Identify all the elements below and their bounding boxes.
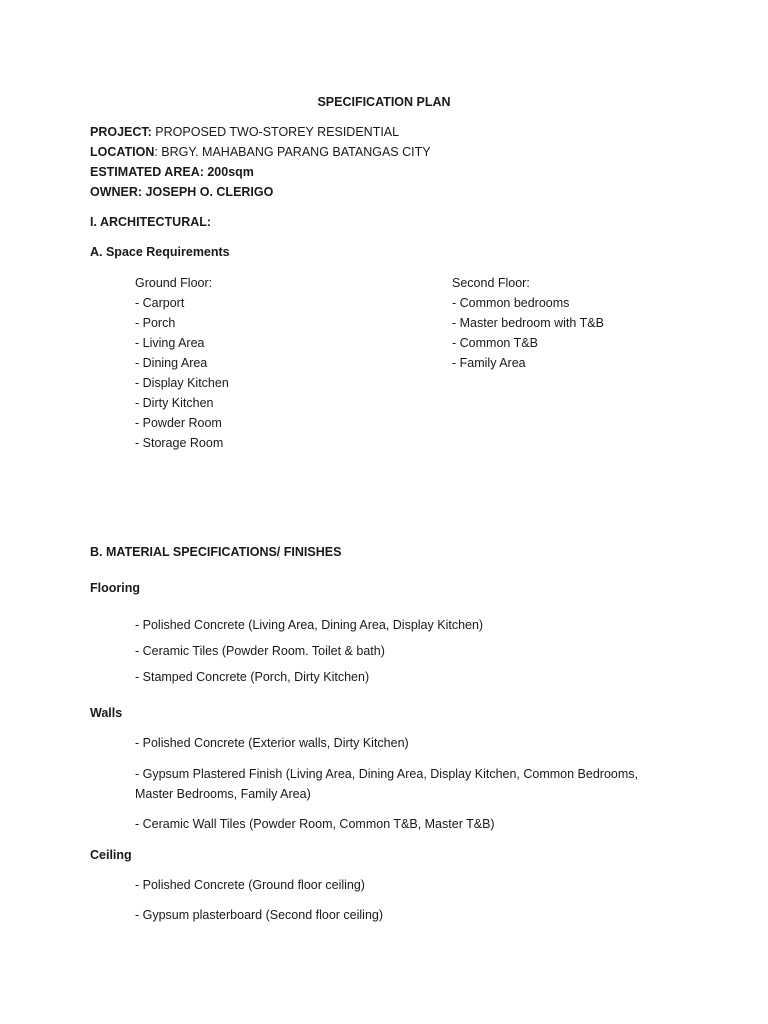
- project-label: PROJECT:: [90, 125, 152, 139]
- list-item: - Ceramic Tiles (Powder Room. Toilet & bath): [135, 644, 385, 658]
- estimated-area-line: ESTIMATED AREA: 200sqm: [90, 165, 254, 179]
- list-item: - Dirty Kitchen: [135, 396, 214, 410]
- list-item: - Dining Area: [135, 356, 208, 370]
- project-line: [90, 122, 399, 142]
- ceiling-heading: Ceiling: [90, 848, 132, 862]
- page-title: SPECIFICATION PLAN: [317, 95, 451, 109]
- list-item: - Powder Room: [135, 416, 222, 430]
- location-line: [90, 142, 431, 162]
- list-item: - Polished Concrete (Living Area, Dining Area, Display Kitchen): [135, 618, 484, 632]
- list-item: - Carport: [135, 296, 185, 310]
- project-value: PROPOSED TWO-STOREY RESIDENTIAL: [151, 125, 400, 139]
- section-architectural-heading: I. ARCHITECTURAL:: [90, 215, 212, 229]
- second-floor-label: Second Floor:: [452, 276, 530, 290]
- second-floor-list: [452, 273, 604, 373]
- location-value: : BRGY. MAHABANG PARANG BATANGAS CITY: [154, 145, 431, 159]
- list-item: - Gypsum plasterboard (Second floor ceiling): [135, 908, 384, 922]
- list-item: - Display Kitchen: [135, 376, 229, 390]
- flooring-heading: Flooring: [90, 581, 140, 595]
- list-item: - Living Area: [135, 336, 205, 350]
- space-requirements-heading: A. Space Requirements: [90, 245, 230, 259]
- walls-heading: Walls: [90, 706, 123, 720]
- location-label: LOCATION: [90, 145, 155, 159]
- list-item: - Stamped Concrete (Porch, Dirty Kitchen): [135, 670, 370, 684]
- owner-line: OWNER: JOSEPH O. CLERIGO: [90, 185, 274, 199]
- list-item: - Ceramic Wall Tiles (Powder Room, Common T&B, Master T&B): [135, 817, 495, 831]
- list-item: - Porch: [135, 316, 176, 330]
- list-item: - Family Area: [452, 356, 526, 370]
- list-item: - Common T&B: [452, 336, 538, 350]
- list-item: - Gypsum Plastered Finish (Living Area, Dining Area, Display Kitchen, Common Bedrooms, Master Bedrooms, Family Area): [135, 767, 638, 801]
- ground-floor-label: Ground Floor:: [135, 276, 213, 290]
- list-item: - Common bedrooms: [452, 296, 570, 310]
- list-item: - Storage Room: [135, 436, 224, 450]
- list-item: - Polished Concrete (Exterior walls, Dirty Kitchen): [135, 736, 409, 750]
- list-item: - Master bedroom with T&B: [452, 316, 604, 330]
- list-item: - Polished Concrete (Ground floor ceiling): [135, 878, 365, 892]
- ground-floor-list: [135, 273, 229, 453]
- material-specifications-heading: B. MATERIAL SPECIFICATIONS/ FINISHES: [90, 545, 342, 559]
